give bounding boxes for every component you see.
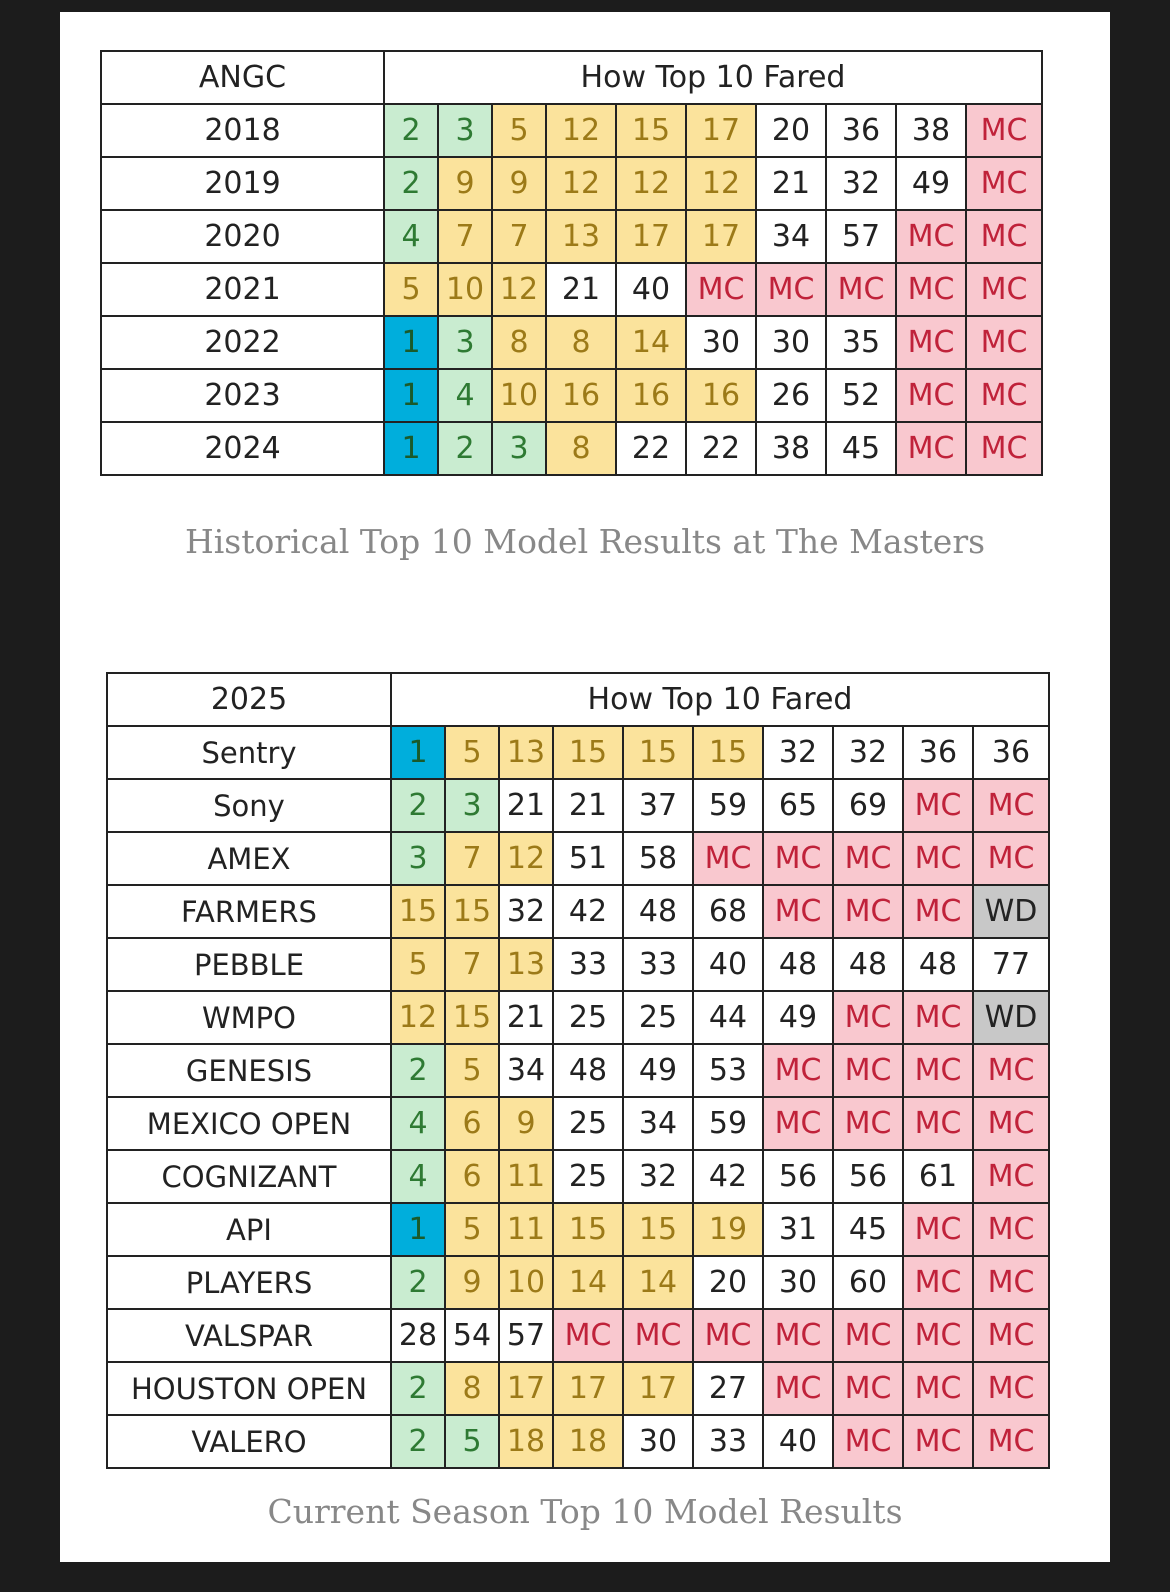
result-cell: 4 [391, 1150, 445, 1203]
result-cell: 48 [623, 885, 693, 938]
result-cell: MC [973, 1044, 1049, 1097]
row-label: PEBBLE [107, 938, 391, 991]
result-cell: 40 [616, 263, 686, 316]
result-cell: 17 [553, 1362, 623, 1415]
result-cell: 9 [492, 157, 546, 210]
masters-results-table [100, 50, 1043, 476]
result-cell: 22 [686, 422, 756, 475]
result-cell: 58 [623, 832, 693, 885]
result-cell: 8 [546, 422, 616, 475]
result-cell: 21 [553, 779, 623, 832]
result-cell: MC [763, 1362, 833, 1415]
result-cell: 49 [623, 1044, 693, 1097]
result-cell: MC [903, 1309, 973, 1362]
result-cell: MC [903, 1097, 973, 1150]
result-cell: 12 [616, 157, 686, 210]
result-cell: 14 [616, 316, 686, 369]
result-cell: 21 [756, 157, 826, 210]
result-cell: 57 [826, 210, 896, 263]
result-cell: 2 [391, 1362, 445, 1415]
result-cell: 38 [896, 104, 966, 157]
table-row [107, 779, 1049, 832]
result-cell: 69 [833, 779, 903, 832]
result-cell: 2 [438, 422, 492, 475]
result-cell: 49 [896, 157, 966, 210]
result-cell: MC [693, 832, 763, 885]
row-label: GENESIS [107, 1044, 391, 1097]
row-label: 2022 [101, 316, 384, 369]
result-cell: 1 [384, 422, 438, 475]
result-cell: 17 [499, 1362, 553, 1415]
result-cell: MC [903, 1362, 973, 1415]
table-row [107, 991, 1049, 1044]
result-cell: 33 [553, 938, 623, 991]
row-label: 2018 [101, 104, 384, 157]
result-cell: MC [903, 885, 973, 938]
result-cell: MC [896, 369, 966, 422]
result-cell: 2 [384, 157, 438, 210]
result-cell: 32 [499, 885, 553, 938]
result-cell: 3 [492, 422, 546, 475]
masters-corner-label: ANGC [101, 51, 384, 104]
result-cell: 9 [438, 157, 492, 210]
result-cell: MC [693, 1309, 763, 1362]
result-cell: 3 [391, 832, 445, 885]
season-header-row [107, 673, 1049, 726]
table-row [107, 1415, 1049, 1468]
result-cell: MC [966, 369, 1042, 422]
result-cell: 8 [492, 316, 546, 369]
table-row [107, 1203, 1049, 1256]
table-row [107, 1097, 1049, 1150]
result-cell: 56 [833, 1150, 903, 1203]
result-cell: 37 [623, 779, 693, 832]
result-cell: 1 [391, 726, 445, 779]
result-cell: 40 [763, 1415, 833, 1468]
result-cell: WD [973, 885, 1049, 938]
result-cell: MC [623, 1309, 693, 1362]
result-cell: 16 [686, 369, 756, 422]
result-cell: 34 [623, 1097, 693, 1150]
result-cell: 2 [391, 1044, 445, 1097]
result-cell: 60 [833, 1256, 903, 1309]
result-cell: MC [833, 1097, 903, 1150]
result-cell: 44 [693, 991, 763, 1044]
result-cell: 5 [445, 1044, 499, 1097]
result-cell: 13 [546, 210, 616, 263]
result-cell: MC [833, 1362, 903, 1415]
row-label: PLAYERS [107, 1256, 391, 1309]
result-cell: MC [966, 316, 1042, 369]
result-cell: 14 [553, 1256, 623, 1309]
result-cell: 7 [445, 938, 499, 991]
table-row [107, 1256, 1049, 1309]
result-cell: MC [833, 885, 903, 938]
row-label: Sony [107, 779, 391, 832]
masters-header-row [101, 51, 1042, 104]
result-cell: 21 [546, 263, 616, 316]
result-cell: MC [763, 1097, 833, 1150]
result-cell: MC [903, 1203, 973, 1256]
row-label: Sentry [107, 726, 391, 779]
result-cell: MC [763, 1044, 833, 1097]
result-cell: MC [833, 1044, 903, 1097]
result-cell: 14 [623, 1256, 693, 1309]
result-cell: 22 [616, 422, 686, 475]
result-cell: 12 [546, 157, 616, 210]
result-cell: 12 [499, 832, 553, 885]
row-label: 2024 [101, 422, 384, 475]
masters-header-title: How Top 10 Fared [384, 51, 1042, 104]
row-label: WMPO [107, 991, 391, 1044]
result-cell: MC [903, 1044, 973, 1097]
result-cell: 31 [763, 1203, 833, 1256]
season-results-table [106, 672, 1050, 1469]
masters-caption: Historical Top 10 Model Results at The Masters [184, 522, 986, 561]
result-cell: WD [973, 991, 1049, 1044]
result-cell: 32 [833, 726, 903, 779]
result-cell: MC [553, 1309, 623, 1362]
result-cell: MC [973, 1415, 1049, 1468]
table-row [107, 1044, 1049, 1097]
result-cell: 30 [756, 316, 826, 369]
result-cell: 61 [903, 1150, 973, 1203]
result-cell: 30 [686, 316, 756, 369]
result-cell: MC [826, 263, 896, 316]
row-label: HOUSTON OPEN [107, 1362, 391, 1415]
row-label: 2020 [101, 210, 384, 263]
table-row [101, 316, 1042, 369]
result-cell: MC [756, 263, 826, 316]
result-cell: MC [903, 1415, 973, 1468]
result-cell: 42 [553, 885, 623, 938]
result-cell: 33 [623, 938, 693, 991]
row-label: VALSPAR [107, 1309, 391, 1362]
result-cell: 49 [763, 991, 833, 1044]
table-row [107, 1150, 1049, 1203]
result-cell: 2 [391, 779, 445, 832]
result-cell: 9 [499, 1097, 553, 1150]
result-cell: 12 [492, 263, 546, 316]
result-cell: 20 [756, 104, 826, 157]
result-cell: MC [973, 1309, 1049, 1362]
result-cell: 19 [693, 1203, 763, 1256]
result-cell: 45 [833, 1203, 903, 1256]
result-cell: 30 [623, 1415, 693, 1468]
result-cell: 21 [499, 991, 553, 1044]
table-row [101, 263, 1042, 316]
result-cell: 48 [763, 938, 833, 991]
result-cell: 5 [445, 726, 499, 779]
result-cell: 10 [499, 1256, 553, 1309]
result-cell: 4 [438, 369, 492, 422]
result-cell: 17 [616, 210, 686, 263]
result-cell: 40 [693, 938, 763, 991]
result-cell: 7 [492, 210, 546, 263]
result-cell: 4 [391, 1097, 445, 1150]
table-row [101, 369, 1042, 422]
result-cell: 17 [686, 210, 756, 263]
result-cell: 3 [438, 316, 492, 369]
result-cell: 7 [445, 832, 499, 885]
result-cell: 68 [693, 885, 763, 938]
result-cell: 15 [616, 104, 686, 157]
result-cell: 36 [973, 726, 1049, 779]
result-cell: 59 [693, 779, 763, 832]
result-cell: 5 [445, 1415, 499, 1468]
result-cell: 42 [693, 1150, 763, 1203]
result-cell: MC [973, 779, 1049, 832]
result-cell: 15 [693, 726, 763, 779]
result-cell: 15 [623, 726, 693, 779]
result-cell: 36 [903, 726, 973, 779]
result-cell: 16 [546, 369, 616, 422]
row-label: VALERO [107, 1415, 391, 1468]
result-cell: MC [903, 1256, 973, 1309]
result-cell: 6 [445, 1150, 499, 1203]
result-cell: 15 [623, 1203, 693, 1256]
result-cell: 30 [763, 1256, 833, 1309]
result-cell: 52 [826, 369, 896, 422]
result-cell: 17 [623, 1362, 693, 1415]
result-cell: 3 [445, 779, 499, 832]
result-cell: 36 [826, 104, 896, 157]
result-cell: MC [966, 422, 1042, 475]
result-cell: 25 [623, 991, 693, 1044]
result-cell: 5 [384, 263, 438, 316]
result-cell: 11 [499, 1203, 553, 1256]
result-cell: 17 [686, 104, 756, 157]
result-cell: 34 [756, 210, 826, 263]
table-row [101, 422, 1042, 475]
result-cell: 10 [492, 369, 546, 422]
result-cell: 33 [693, 1415, 763, 1468]
table-row [101, 157, 1042, 210]
result-cell: 1 [384, 369, 438, 422]
result-cell: 20 [693, 1256, 763, 1309]
result-cell: MC [763, 885, 833, 938]
result-cell: 53 [693, 1044, 763, 1097]
result-cell: 9 [445, 1256, 499, 1309]
result-cell: MC [896, 210, 966, 263]
season-corner-label: 2025 [107, 673, 391, 726]
result-cell: MC [973, 832, 1049, 885]
result-cell: 13 [499, 726, 553, 779]
result-cell: 48 [833, 938, 903, 991]
result-cell: 59 [693, 1097, 763, 1150]
result-cell: 15 [391, 885, 445, 938]
result-cell: 4 [384, 210, 438, 263]
result-cell: MC [903, 832, 973, 885]
result-cell: 32 [763, 726, 833, 779]
result-cell: 12 [391, 991, 445, 1044]
result-cell: 5 [391, 938, 445, 991]
result-cell: MC [966, 104, 1042, 157]
row-label: 2023 [101, 369, 384, 422]
result-cell: MC [833, 1415, 903, 1468]
result-cell: MC [686, 263, 756, 316]
result-cell: 15 [553, 726, 623, 779]
result-cell: MC [896, 316, 966, 369]
result-cell: MC [966, 263, 1042, 316]
result-cell: 18 [499, 1415, 553, 1468]
result-cell: 15 [553, 1203, 623, 1256]
result-cell: 16 [616, 369, 686, 422]
document-card [60, 12, 1110, 1562]
row-label: 2021 [101, 263, 384, 316]
result-cell: MC [973, 1203, 1049, 1256]
result-cell: MC [763, 832, 833, 885]
result-cell: 48 [903, 938, 973, 991]
result-cell: 32 [826, 157, 896, 210]
season-caption: Current Season Top 10 Model Results [267, 1492, 903, 1531]
result-cell: 38 [756, 422, 826, 475]
result-cell: MC [833, 832, 903, 885]
result-cell: 57 [499, 1309, 553, 1362]
table-row [107, 1309, 1049, 1362]
result-cell: MC [896, 422, 966, 475]
result-cell: MC [973, 1362, 1049, 1415]
result-cell: 25 [553, 1097, 623, 1150]
result-cell: 27 [693, 1362, 763, 1415]
result-cell: 51 [553, 832, 623, 885]
result-cell: 65 [763, 779, 833, 832]
result-cell: MC [973, 1150, 1049, 1203]
result-cell: 18 [553, 1415, 623, 1468]
result-cell: 5 [445, 1203, 499, 1256]
result-cell: 8 [546, 316, 616, 369]
result-cell: MC [833, 1309, 903, 1362]
result-cell: 1 [384, 316, 438, 369]
result-cell: MC [973, 1256, 1049, 1309]
result-cell: 25 [553, 1150, 623, 1203]
result-cell: MC [896, 263, 966, 316]
result-cell: 11 [499, 1150, 553, 1203]
result-cell: MC [833, 991, 903, 1044]
result-cell: 3 [438, 104, 492, 157]
result-cell: 15 [445, 885, 499, 938]
result-cell: 56 [763, 1150, 833, 1203]
table-row [101, 210, 1042, 263]
result-cell: 10 [438, 263, 492, 316]
result-cell: 2 [384, 104, 438, 157]
result-cell: MC [903, 779, 973, 832]
result-cell: 2 [391, 1256, 445, 1309]
row-label: 2019 [101, 157, 384, 210]
row-label: AMEX [107, 832, 391, 885]
table-row [107, 885, 1049, 938]
result-cell: 45 [826, 422, 896, 475]
row-label: FARMERS [107, 885, 391, 938]
result-cell: 15 [445, 991, 499, 1044]
row-label: API [107, 1203, 391, 1256]
result-cell: 32 [623, 1150, 693, 1203]
table-row [101, 104, 1042, 157]
result-cell: MC [763, 1309, 833, 1362]
result-cell: 12 [686, 157, 756, 210]
season-header-title: How Top 10 Fared [391, 673, 1049, 726]
table-row [107, 1362, 1049, 1415]
result-cell: MC [966, 157, 1042, 210]
result-cell: 54 [445, 1309, 499, 1362]
result-cell: 6 [445, 1097, 499, 1150]
result-cell: 25 [553, 991, 623, 1044]
result-cell: 8 [445, 1362, 499, 1415]
result-cell: 2 [391, 1415, 445, 1468]
table-row [107, 726, 1049, 779]
result-cell: MC [966, 210, 1042, 263]
table-row [107, 832, 1049, 885]
table-row [107, 938, 1049, 991]
result-cell: 48 [553, 1044, 623, 1097]
result-cell: 13 [499, 938, 553, 991]
result-cell: 28 [391, 1309, 445, 1362]
result-cell: 34 [499, 1044, 553, 1097]
row-label: COGNIZANT [107, 1150, 391, 1203]
result-cell: MC [973, 1097, 1049, 1150]
result-cell: MC [903, 991, 973, 1044]
result-cell: 7 [438, 210, 492, 263]
result-cell: 77 [973, 938, 1049, 991]
result-cell: 21 [499, 779, 553, 832]
result-cell: 5 [492, 104, 546, 157]
result-cell: 1 [391, 1203, 445, 1256]
result-cell: 12 [546, 104, 616, 157]
result-cell: 35 [826, 316, 896, 369]
row-label: MEXICO OPEN [107, 1097, 391, 1150]
result-cell: 26 [756, 369, 826, 422]
